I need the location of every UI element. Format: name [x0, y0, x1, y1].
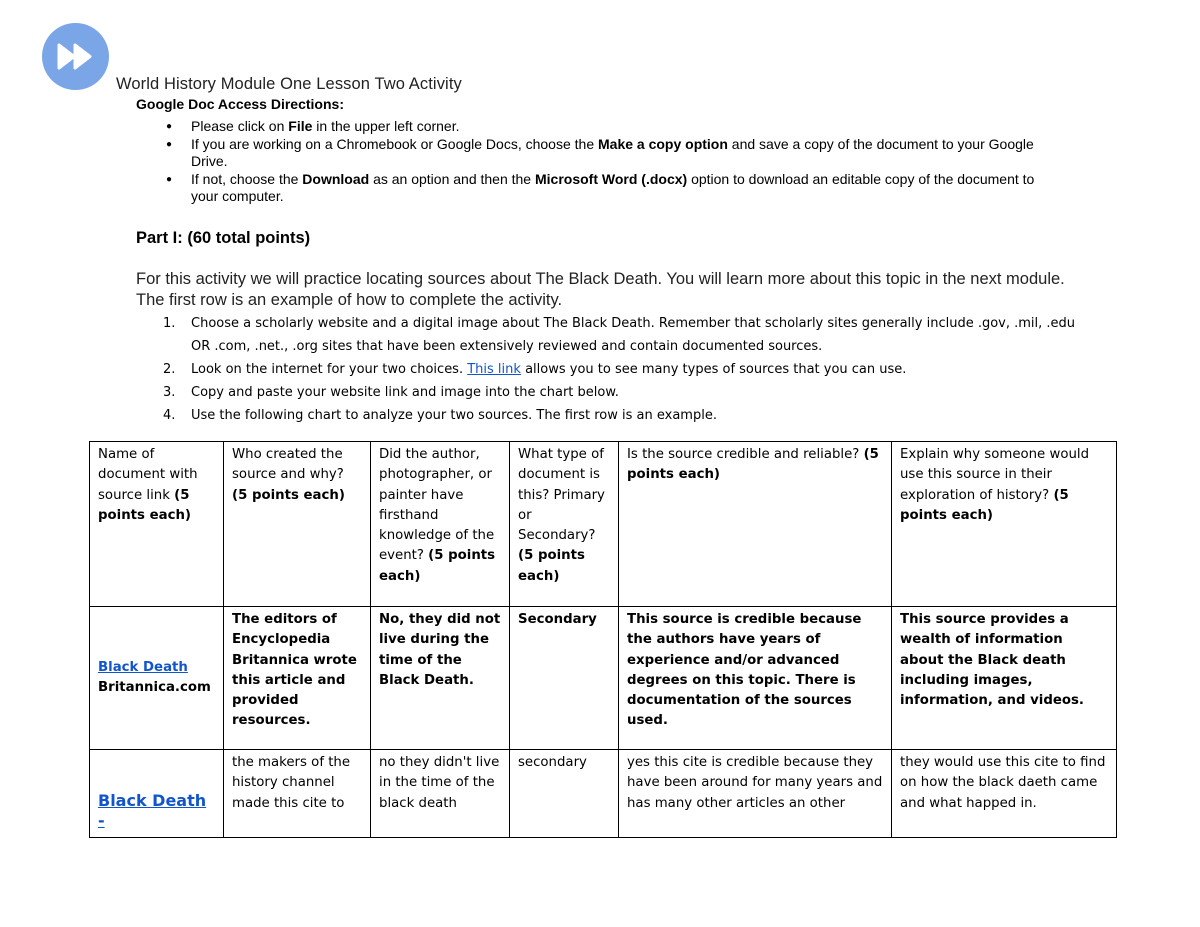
- example-source-link[interactable]: Black Death: [98, 659, 188, 675]
- fast-forward-icon: [42, 23, 109, 90]
- document-title: World History Module One Lesson Two Activity: [116, 75, 462, 93]
- directions-bullet: ● If not, choose the Download as an option and then the Microsoft Word (.docx) option to download an editable copy of the document to your computer.: [136, 171, 1036, 206]
- table-cell: [90, 750, 224, 838]
- directions-bullet: ● If you are working on a Chromebook or Google Docs, choose the Make a copy option and save a copy of the document to your Google Drive.: [136, 136, 1036, 171]
- table-cell: yes this cite is credible because they have been around for many years and has many other articles an other: [619, 750, 892, 838]
- student-source-link[interactable]: Black Death -: [98, 791, 207, 831]
- step-item: 2. Look on the internet for your two choices. This link allows you to see many types of sources that you can use.: [163, 362, 907, 377]
- directions-bullet: ● Please click on File in the upper left corner.: [136, 118, 1036, 136]
- table-cell: This source is credible because the authors have years of experience and/or advanced degrees on this topic. There is documentation of the sources used.: [619, 607, 892, 750]
- this-link[interactable]: This link: [467, 362, 521, 377]
- header-cell: Is the source credible and reliable? (5 points each): [619, 442, 892, 607]
- table-cell: secondary: [510, 750, 619, 838]
- step-item: 4. Use the following chart to analyze your two sources. The first row is an example.: [163, 408, 717, 423]
- table-cell: No, they did not live during the time of the Black Death.: [371, 607, 510, 750]
- part-heading: Part I: (60 total points): [136, 229, 311, 247]
- directions-list: [136, 118, 1036, 206]
- header-cell: Did the author, photographer, or painter have firsthand knowledge of the event? (5 points each): [371, 442, 510, 607]
- table-cell: The editors of Encyclopedia Britannica wrote this article and provided resources.: [224, 607, 371, 750]
- header-cell: What type of document is this? Primary or Secondary? (5 points each): [510, 442, 619, 607]
- table-cell: This source provides a wealth of information about the Black death including images, information, and videos.: [892, 607, 1117, 750]
- table-header-row: [90, 442, 1117, 607]
- table-cell: Secondary: [510, 607, 619, 750]
- table-cell: they would use this cite to find on how the black daeth came and what happed in.: [892, 750, 1117, 838]
- table-cell: no they didn't live in the time of the black death: [371, 750, 510, 838]
- directions-heading: Google Doc Access Directions:: [136, 96, 344, 112]
- step-item: 3. Copy and paste your website link and image into the chart below.: [163, 385, 619, 400]
- table-row: [90, 607, 1117, 750]
- table-cell: the makers of the history channel made this cite to: [224, 750, 371, 838]
- header-cell: Who created the source and why? (5 points each): [224, 442, 371, 607]
- intro-paragraph: For this activity we will practice locating sources about The Black Death. You will learn more about this topic in the next module. The first row is an example of how to complete the activity.: [136, 270, 1065, 309]
- header-cell: Name of document with source link (5 points each): [90, 442, 224, 607]
- steps-list: [136, 312, 1076, 427]
- step-item: 1. Choose a scholarly website and a digital image about The Black Death. Remember that scholarly sites generally include .gov, .mil, .edu OR .com, .net., .org sites that have been extensively reviewed and contain documented sources.: [163, 316, 1076, 354]
- table-row: [90, 750, 1117, 838]
- example-source-site: Britannica.com: [98, 680, 211, 695]
- header-cell: Explain why someone would use this source in their exploration of history? (5 points each): [892, 442, 1117, 607]
- table-cell: [90, 607, 224, 750]
- source-analysis-table: [89, 441, 1117, 838]
